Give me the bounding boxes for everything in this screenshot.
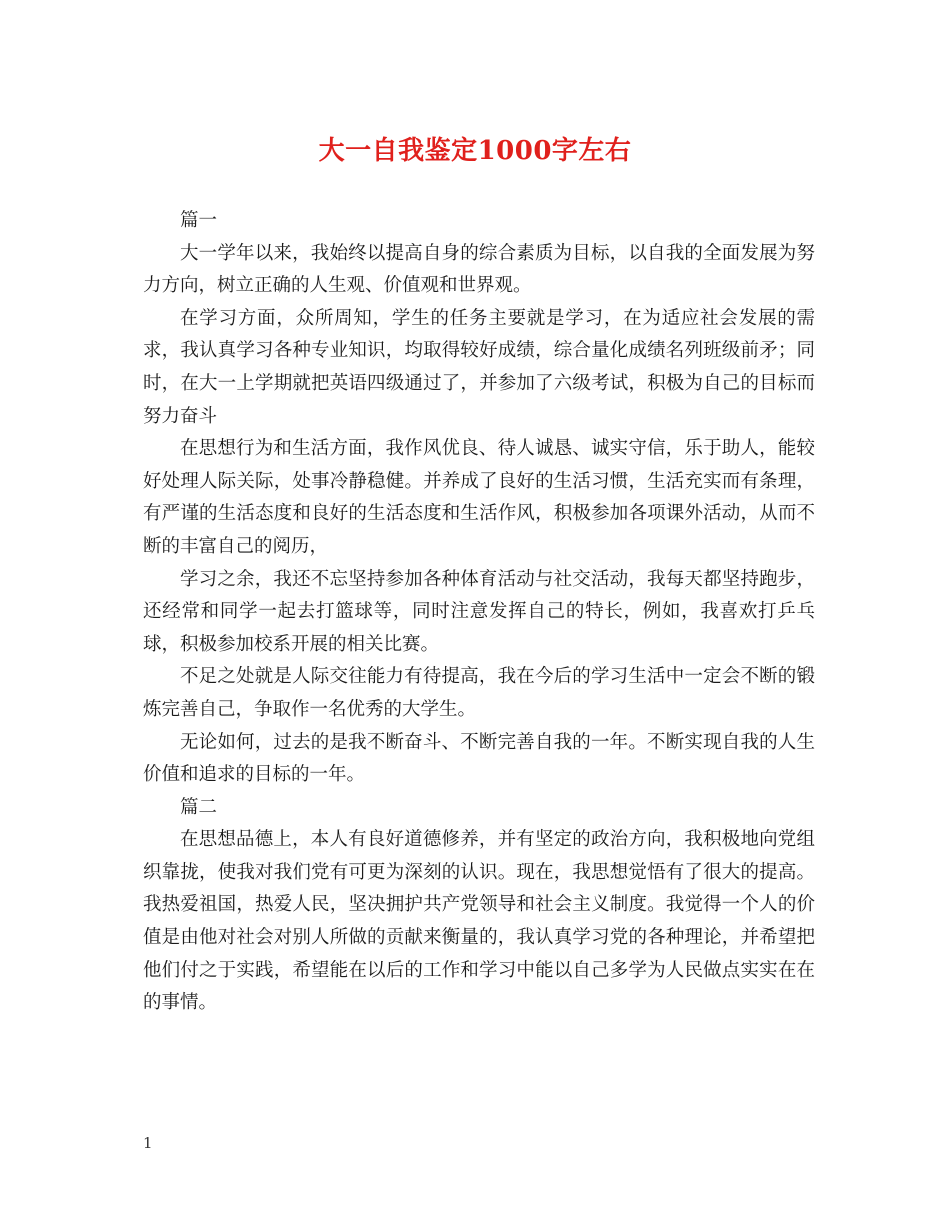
paragraph: 在学习方面，众所周知，学生的任务主要就是学习，在为适应社会发展的需求，我认真学习各种专业知识，均取得较好成绩，综合量化成绩名列班级前矛；同时，在大一上学期就把英语四级通过了，并参加了六级考试，积极为自己的目标而努力奋斗 — [143, 307, 815, 427]
paragraph: 在思想行为和生活方面，我作风优良、待人诚恳、诚实守信，乐于助人，能较好处理人际关际，处事冷静稳健。并养成了良好的生活习惯，生活充实而有条理，有严谨的生活态度和良好的生活态度和生活作风，积极参加各项课外活动，从而不断的丰富自己的阅历， — [143, 438, 815, 557]
section-heading-1: 篇一 — [180, 210, 218, 231]
document-body — [143, 205, 815, 1020]
paragraph: 大一学年以来，我始终以提高自身的综合素质为目标，以自我的全面发展为努力方向，树立正确的人生观、价值观和世界观。 — [143, 242, 815, 297]
paragraph: 不足之处就是人际交往能力有待提高，我在今后的学习生活中一定会不断的锻炼完善自己，争取作一名优秀的大学生。 — [143, 666, 815, 720]
document-title: 大一自我鉴定1000字左右 — [318, 136, 632, 166]
page-number: 1 — [143, 1134, 153, 1152]
paragraph: 无论如何，过去的是我不断奋斗、不断完善自我的一年。不断实现自我的人生价值和追求的目标的一年。 — [143, 731, 815, 786]
paragraph: 在思想品德上，本人有良好道德修养，并有坚定的政治方向，我积极地向党组织靠拢，使我对我们党有可更为深刻的认识。现在，我思想觉悟有了很大的提高。我热爱祖国，热爱人民，坚决拥护共产党领导和社会主义制度。我觉得一个人的价值是由他对社会对别人所做的贡献来衡量的，我认真学习党的各种理论，并希望把他们付之于实践，希望能在以后的工作和学习中能以自己多学为人民做点实实在在的事情。 — [143, 829, 815, 1014]
section-heading-2: 篇二 — [180, 796, 218, 818]
paragraph: 学习之余，我还不忘坚持参加各种体育活动与社交活动，我每天都坚持跑步，还经常和同学一起去打篮球等，同时注意发挥自己的特长，例如，我喜欢打乒乓球，积极参加校系开展的相关比赛。 — [143, 568, 815, 655]
